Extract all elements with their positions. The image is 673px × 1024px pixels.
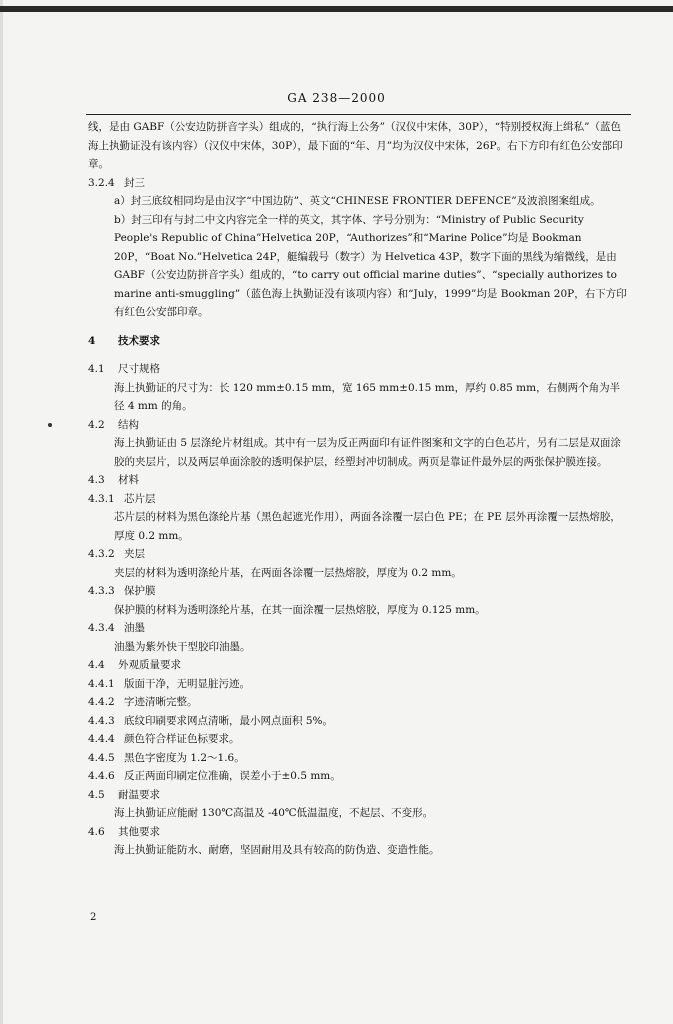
section-4-heading: 4 技术要求: [88, 334, 160, 347]
paragraph-continued: 线，是由 GABF（公安边防拼音字头）组成的，“执行海上公务”（汉仪中宋体，30P），“特别授权海上缉私”（蓝色海上执勤证没有该内容）（汉仪中宋体，30P），最下面的“年、月”均为汉仪中宋体，26P。右下方印有红色公安部印章。: [88, 121, 623, 170]
section-4-3-4-text: 油墨为紫外快干型胶印油墨。: [114, 640, 251, 653]
section-4-1-text: 海上执勤证的尺寸为：长 120 mm±0.15 mm，宽 165 mm±0.15 mm，厚约 0.85 mm，右侧两个角为半径 4 mm 的角。: [114, 381, 621, 412]
section-4-3-3-text: 保护膜的材料为透明涤纶片基，在其一面涂覆一层热熔胶，厚度为 0.125 mm。: [114, 603, 486, 616]
section-4-4-2: 4.4.2 字迹清晰完整。: [88, 696, 198, 708]
top-scan-bar: [0, 6, 673, 12]
section-4-4-heading: 4.4 外观质量要求: [88, 659, 181, 671]
section-3-2-4-item-b: b）封三印有与封二中文内容完全一样的英文，其字体、字号分别为：“Ministry of Public Security People's Republic of China”Helvetica 20P，“Authorizes”和“Marine Police”均是 Bookman 20P，“Boat No.”Helvetica 24P，艇编载号（数字）为 Helvetica 43P，数字下面的黑线为缩微线，是由 GABF（公安边防拼音字头）组成的，“to carry out official marine duties”、“specially authorizes to marine anti-smuggling”（蓝色海上执勤证没有该项内容）和“July，1999”均是 Bookman 20P，右下方印有红色公安部印章。: [114, 213, 627, 318]
document-body: [88, 118, 630, 860]
section-4-6-heading: 4.6 其他要求: [88, 825, 160, 838]
section-3-2-4-heading: 3.2.4 封三: [88, 176, 145, 189]
header-rule: [86, 114, 631, 115]
scan-dot: [48, 423, 52, 427]
section-4-1-heading: 4.1 尺寸规格: [88, 363, 160, 375]
section-4-6-text: 海上执勤证能防水、耐磨，坚固耐用及具有较高的防伪造、变造性能。: [114, 844, 440, 856]
section-4-4-1: 4.4.1 版面干净，无明显脏污迹。: [88, 677, 250, 690]
section-4-2-heading: 4.2 结构: [88, 418, 139, 431]
section-4-5-text: 海上执勤证应能耐 130℃高温及 -40℃低温温度，不起层、不变形。: [114, 807, 434, 819]
section-4-3-1-heading: 4.3.1 芯片层: [88, 492, 156, 505]
section-4-4-6: 4.4.6 反正两面印刷定位准确，误差小于±0.5 mm。: [88, 770, 341, 782]
section-4-4-3: 4.4.3 底纹印刷要求网点清晰，最小网点面积 5%。: [88, 714, 333, 727]
section-4-2-text: 海上执勤证由 5 层涤纶片材组成。其中有一层为反正两面印有证件图案和文字的白色芯片，另有二层是双面涂胶的夹层片，以及两层单面涂胶的透明保护层，经塑封冲切制成。两页是靠证件最外层的两张保护膜连接。: [114, 437, 621, 468]
standard-number-header: GA 238—2000: [287, 91, 386, 105]
section-4-3-3-heading: 4.3.3 保护膜: [88, 585, 156, 597]
section-4-3-heading: 4.3 材料: [88, 474, 139, 486]
section-4-3-2-text: 夹层的材料为透明涤纶片基，在两面各涂覆一层热熔胶，厚度为 0.2 mm。: [114, 566, 462, 579]
section-3-2-4-item-a: a）封三底纹相同均是由汉字“中国边防”、英文“CHINESE FRONTIER DEFENCE”及波浪图案组成。: [114, 195, 601, 207]
section-4-5-heading: 4.5 耐温要求: [88, 788, 160, 801]
section-4-3-4-heading: 4.3.4 油墨: [88, 622, 145, 634]
section-4-4-5: 4.4.5 黑色字密度为 1.2～1.6。: [88, 751, 245, 764]
section-4-4-4: 4.4.4 颜色符合样证色标要求。: [88, 733, 240, 745]
page-number: 2: [90, 912, 97, 923]
section-4-3-1-text: 芯片层的材料为黑色涤纶片基（黑色起遮光作用），两面各涂覆一层白色 PE；在 PE 层外再涂覆一层热熔胶，厚度 0.2 mm。: [114, 511, 621, 542]
section-4-3-2-heading: 4.3.2 夹层: [88, 548, 145, 560]
scan-edge: [0, 0, 3, 1024]
